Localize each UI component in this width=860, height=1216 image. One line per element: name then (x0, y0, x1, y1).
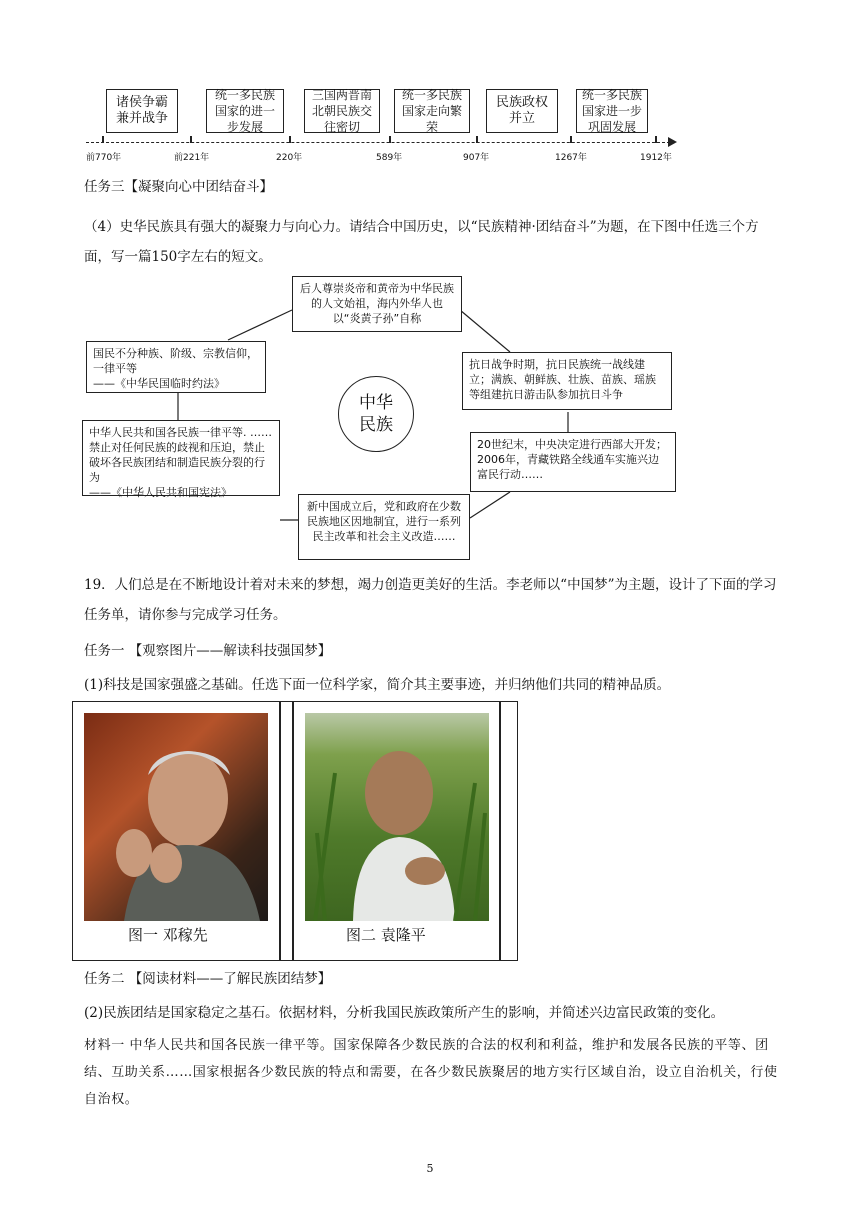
q19-intro: 19．人们总是在不断地设计着对未来的梦想，竭力创造更美好的生活。李老师以“中国梦”为主题，设计了下面的学习任务单，请你参与完成学习任务。 (84, 577, 777, 623)
timeline-arrow (668, 137, 677, 147)
timeline-axis (86, 142, 670, 143)
timeline-date: 907年 (463, 153, 490, 163)
timeline-box-2: 统一多民族 国家的进一 步发展 (206, 89, 284, 133)
timeline-tick (389, 136, 391, 143)
timeline-tick (570, 136, 572, 143)
timeline-date: 1912年 (640, 153, 672, 163)
timeline-date: 前221年 (174, 153, 210, 163)
portrait-illustration (305, 713, 489, 921)
mindmap-box-left-upper: 国民不分种族、阶级、宗教信仰，一律平等 ——《中华民国临时约法》 (86, 341, 266, 393)
portrait-illustration (84, 713, 268, 921)
task1-heading: 任务一 【观察图片——解读科技强国梦】 (84, 643, 332, 659)
mindmap-box-left-lower: 中华人民共和国各民族一律平等. ……禁止对任何民族的歧视和压迫，禁止破坏各民族团结和制造民族分裂的行为 ——《中华人民共和国宪法》 (82, 420, 280, 496)
task3-heading: 任务三【凝聚向心中团结奋斗】 (84, 179, 273, 195)
timeline-box-1: 诸侯争霸 兼并战争 (106, 89, 178, 133)
frame-divider (499, 702, 501, 960)
photo-yuan-longping (305, 713, 489, 921)
mindmap-box-bottom: 新中国成立后，党和政府在少数民族地区因地制宜，进行一系列民主改革和社会主义改造…… (298, 494, 470, 560)
timeline-box-3: 三国两晋南 北朝民族交 往密切 (304, 89, 380, 133)
task2-heading: 任务二 【阅读材料——了解民族团结梦】 (84, 971, 332, 987)
timeline-box-4: 统一多民族 国家走向繁 荣 (394, 89, 470, 133)
timeline-tick (102, 136, 104, 143)
timeline-tick (655, 136, 657, 143)
task3-question: （4）史华民族具有强大的凝聚力与向心力。请结合中国历史，以“民族精神·团结奋斗”为题，在下图中任选三个方面，写一篇150字左右的短文。 (84, 219, 759, 265)
task2-question: (2)民族团结是国家稳定之基石。依据材料，分析我国民族政策所产生的影响，并简述兴边富民政策的变化。 (84, 1005, 725, 1021)
timeline-tick (289, 136, 291, 143)
timeline-date: 220年 (276, 153, 303, 163)
timeline-tick (476, 136, 478, 143)
photo1-caption: 图一 邓稼先 (128, 926, 208, 944)
timeline-tick (190, 136, 192, 143)
timeline-date: 589年 (376, 153, 403, 163)
mindmap-box-right-upper: 抗日战争时期，抗日民族统一战线建立；满族、朝鲜族、壮族、苗族、瑶族等组建抗日游击队参加抗日斗争 (462, 352, 672, 410)
timeline-box-6: 统一多民族 国家进一步 巩固发展 (576, 89, 648, 133)
timeline-date: 前770年 (86, 153, 122, 163)
mindmap-box-right-lower: 20世纪末，中央决定进行西部大开发；2006年，青藏铁路全线通车实施兴边富民行动…… (470, 432, 676, 492)
frame-divider (292, 702, 294, 960)
mindmap-center-circle: 中华 民族 (338, 376, 414, 452)
frame-divider (279, 702, 281, 960)
timeline-date: 1267年 (555, 153, 587, 163)
mindmap-box-top: 后人尊崇炎帝和黄帝为中华民族的人文始祖，海内外华人也以“炎黄子孙”自称 (292, 276, 462, 332)
material-1: 材料一 中华人民共和国各民族一律平等。国家保障各少数民族的合法的权利和利益，维护和发展各民族的平等、团结、互助关系……国家根据各少数民族的特点和需要，在各少数民族聚居的地方实行区域自治，设立自治机关，行使自治权。 (84, 1038, 778, 1107)
timeline-box-5: 民族政权 并立 (486, 89, 558, 133)
photo2-caption: 图二 袁隆平 (346, 926, 426, 944)
task1-question: (1)科技是国家强盛之基础。任选下面一位科学家，简介其主要事迹，并归纳他们共同的精神品质。 (84, 677, 671, 693)
photo-deng-jiaxian (84, 713, 268, 921)
page-number: 5 (426, 1162, 434, 1175)
